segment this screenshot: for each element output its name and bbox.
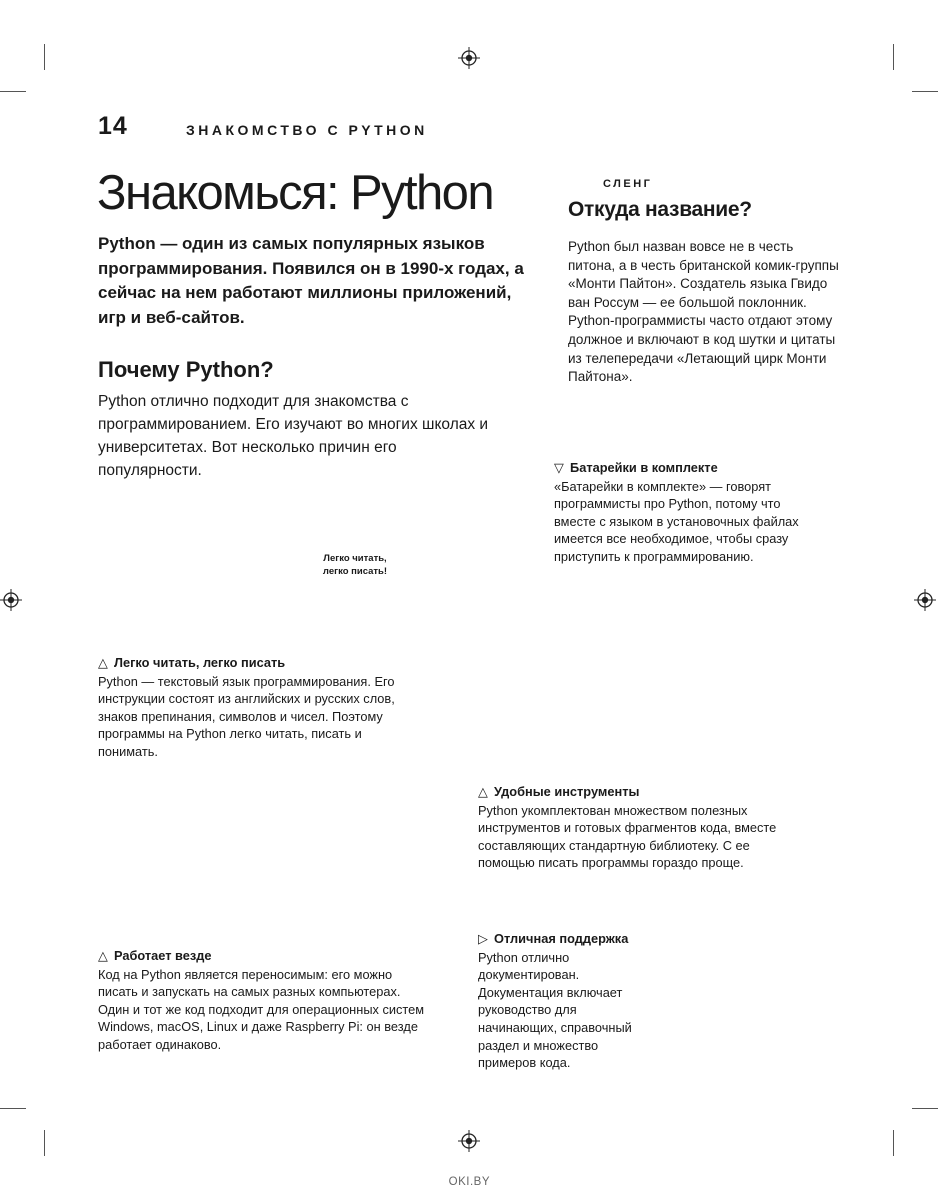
feature-title-text: Батарейки в комплекте bbox=[570, 460, 718, 475]
feature-everywhere bbox=[98, 947, 428, 1054]
crop-mark bbox=[893, 1130, 894, 1156]
registration-mark-icon bbox=[914, 589, 936, 611]
registration-mark-icon bbox=[458, 1130, 480, 1152]
crop-mark bbox=[912, 1108, 938, 1109]
crop-mark bbox=[893, 44, 894, 70]
caption-line: Легко читать, bbox=[323, 553, 387, 564]
triangle-up-icon: △ bbox=[98, 655, 108, 670]
feature-title bbox=[554, 459, 824, 477]
feature-title bbox=[478, 783, 798, 801]
feature-title-text: Работает везде bbox=[114, 948, 212, 963]
page-number: 14 bbox=[98, 112, 128, 140]
feature-title-text: Легко читать, легко писать bbox=[114, 655, 286, 670]
triangle-up-icon: △ bbox=[98, 948, 108, 963]
crop-mark bbox=[0, 91, 26, 92]
triangle-right-icon: ▷ bbox=[478, 931, 488, 946]
crop-mark bbox=[0, 1108, 26, 1109]
feature-support bbox=[478, 930, 648, 1072]
feature-body: Python — текстовый язык программирования. Его инструкции состоят из английских и русских слов, знаков препинания, символов и чисел. Поэтому программы на Python легко читать, писать и понимать. bbox=[98, 673, 395, 759]
sidebar-title: Откуда название? bbox=[568, 198, 752, 221]
feature-body: Python отлично документирован. Документация включает руководство для начинающих, справочный раздел и множество примеров кода. bbox=[478, 949, 632, 1071]
running-head: ЗНАКОМСТВО С PYTHON bbox=[186, 122, 428, 138]
watermark: OKI.BY bbox=[448, 1176, 490, 1188]
feature-title bbox=[478, 930, 648, 948]
section-body: Python отлично подходит для знакомства с программированием. Его изучают во многих школах и университетах. Вот несколько причин его популярности. bbox=[98, 393, 489, 479]
feature-body: Python укомплектован множеством полезных инструментов и готовых фрагментов кода, вместе составляющих стандартную библиотеку. С ее помощью писать программы гораздо проще. bbox=[478, 802, 777, 871]
page-title: Знакомься: Python bbox=[97, 166, 493, 220]
sidebar-label: СЛЕНГ bbox=[603, 178, 653, 190]
lead-paragraph: Python — один из самых популярных языков программирования. Появился он в 1990-х годах, а сейчас на нем работают миллионы приложений, игр и веб-сайтов. bbox=[98, 234, 524, 327]
registration-mark-icon bbox=[0, 589, 22, 611]
feature-title bbox=[98, 654, 423, 672]
feature-title-text: Отличная поддержка bbox=[494, 931, 629, 946]
crop-mark bbox=[44, 1130, 45, 1156]
registration-mark-icon bbox=[458, 47, 480, 69]
triangle-down-icon: ▽ bbox=[554, 460, 564, 475]
illustration-caption bbox=[300, 552, 410, 578]
feature-tools bbox=[478, 783, 798, 872]
triangle-up-icon: △ bbox=[478, 784, 488, 799]
section-heading: Почему Python? bbox=[98, 357, 274, 382]
sidebar-body: Python был назван вовсе не в честь питона, а в честь британской комик-группы «Монти Пайтон». Создатель языка Гвидо ван Россум — ее большой поклонник. Python-программисты часто отдают этому должное и включают в код шутки и цитаты из телепередачи «Летающий цирк Монти Пайтона». bbox=[568, 239, 839, 385]
feature-batteries bbox=[554, 459, 824, 566]
feature-title bbox=[98, 947, 428, 965]
crop-mark bbox=[44, 44, 45, 70]
caption-line: легко писать! bbox=[322, 566, 388, 577]
feature-easy bbox=[98, 654, 423, 761]
feature-body: «Батарейки в комплекте» — говорят программисты про Python, потому что вместе с языком в установочных файлах имеется все необходимое, чтобы сразу приступить к программированию. bbox=[554, 478, 799, 564]
feature-body: Код на Python является переносимым: его можно писать и запускать на самых разных компьютерах. Один и тот же код подходит для операционных систем Windows, macOS, Linux и даже Raspberry Pi: он везде работает одинаково. bbox=[98, 966, 425, 1052]
crop-mark bbox=[912, 91, 938, 92]
feature-title-text: Удобные инструменты bbox=[494, 784, 640, 799]
